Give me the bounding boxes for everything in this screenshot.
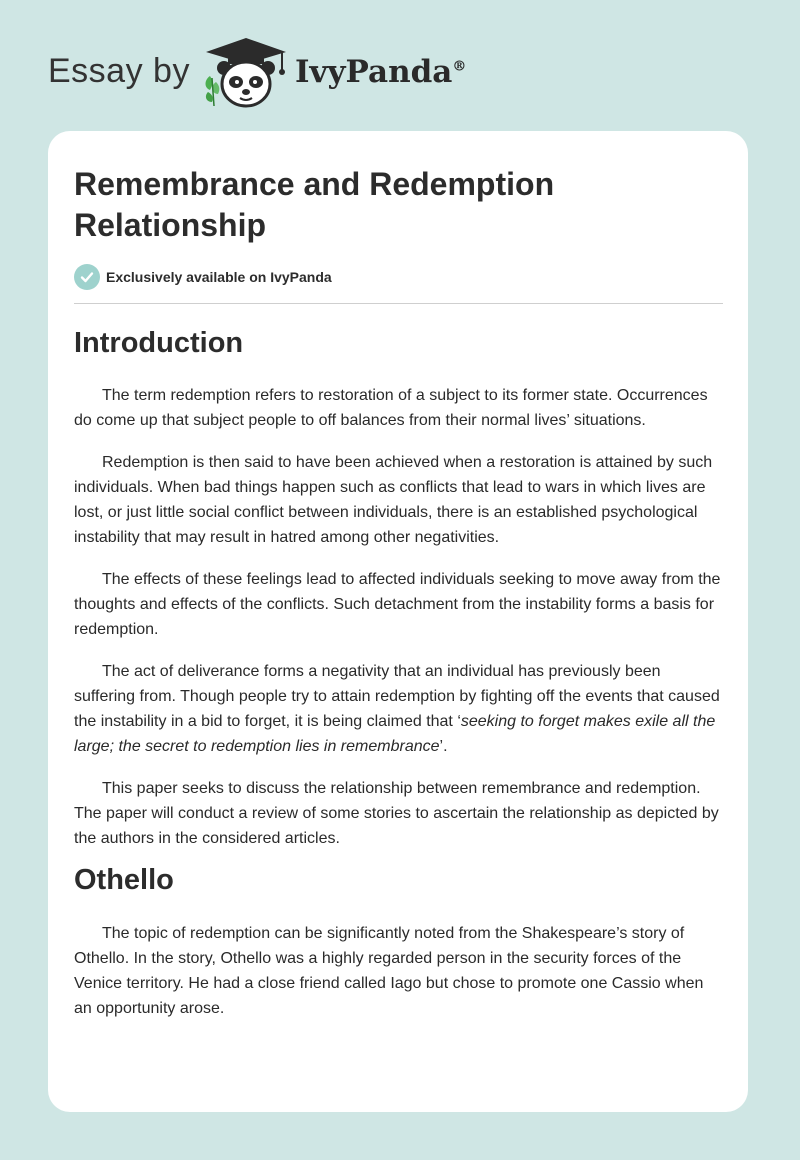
badge-text: Exclusively available on IvyPanda <box>106 269 332 285</box>
check-icon <box>74 264 100 290</box>
paragraph: Redemption is then said to have been achieved when a restoration is attained by such individuals. When bad things happen such as conflicts that lead to wars in which lives are lost, or just little social conflict between individuals, there is an established psychological instability that may result in hatred among other negativities. <box>74 454 713 546</box>
brand-name[interactable] <box>295 54 466 90</box>
paragraph-text: The act of deliverance forms a negativity that an individual has previously been suffering from. Though people try to attain redemption by fighting off the events that caused the instability in a bid to forget, it is being claimed that ‘ <box>74 663 720 730</box>
quote-text: seeking to forget makes exile all the large; the secret to redemption lies in remembrance <box>74 713 716 755</box>
brand-text: IvyPanda <box>295 54 453 90</box>
divider <box>74 303 723 304</box>
registered-mark: ® <box>452 58 467 75</box>
section-heading-othello: Othello <box>74 864 174 896</box>
panda-graduation-cap-logo-icon[interactable] <box>202 36 290 110</box>
site-header <box>48 34 748 114</box>
paragraph: The effects of these feelings lead to affected individuals seeking to move away from the thoughts and effects of the conflicts. Such detachment from the instability forms a basis for redemption. <box>74 571 721 638</box>
paragraph: This paper seeks to discuss the relationship between remembrance and redemption. The paper will conduct a review of some stories to ascertain the relationship as depicted by the authors in the considered articles. <box>74 780 719 847</box>
paragraph: The topic of redemption can be significantly noted from the Shakespeare’s story of Othello. In the story, Othello was a highly regarded person in the security forces of the Venice territory. He had a close friend called Iago but chose to promote one Cassio when an opportunity arose. <box>74 925 704 1017</box>
exclusive-badge <box>74 264 332 290</box>
essay-card <box>48 131 748 1112</box>
essay-body <box>74 323 724 1021</box>
page-title: Remembrance and Redemption Relationship <box>74 166 555 243</box>
paragraph-with-quote <box>74 659 724 759</box>
ivy-leaf-icon <box>206 76 220 106</box>
paragraph: The term redemption refers to restoration of a subject to its former state. Occurrences do come up that subject people to off balances from their normal lives’ situations. <box>74 387 708 429</box>
paragraph-text: ’. <box>439 738 448 755</box>
section-heading-introduction: Introduction <box>74 327 244 359</box>
essay-by-label: Essay by <box>48 52 190 90</box>
